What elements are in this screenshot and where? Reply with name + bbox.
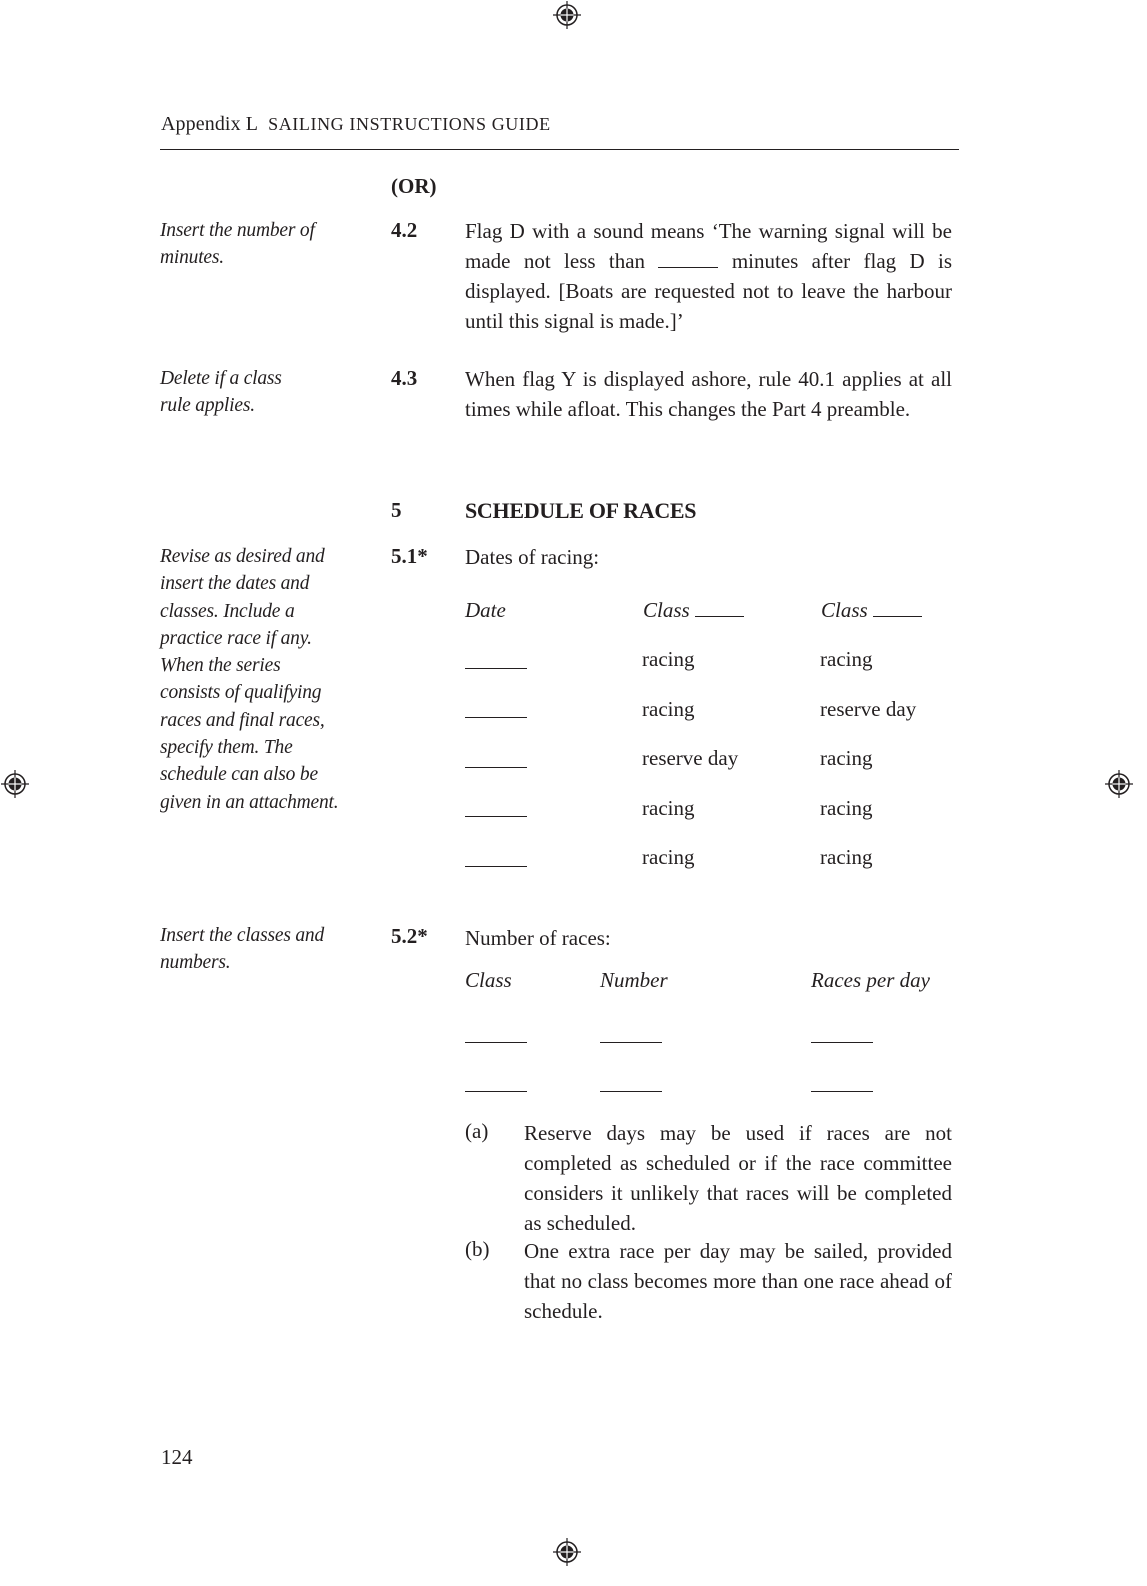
- minutes-blank: [658, 267, 718, 268]
- guide-title: SAILING INSTRUCTIONS GUIDE: [268, 114, 551, 134]
- dates-table-header-class-2: Class: [821, 598, 922, 623]
- races-row-1-class-blank: [465, 1042, 527, 1043]
- margin-note-5-2: Insert the classes and numbers.: [160, 925, 325, 974]
- clause-number-4-3: 4.3: [391, 366, 418, 390]
- races-row-1-per-day-blank: [811, 1042, 873, 1043]
- list-text-b: One extra race per day may be sailed, provided that no class becomes more than one race ahead of schedule.: [524, 1239, 952, 1323]
- section-title-schedule: SCHEDULE OF RACES: [465, 498, 697, 523]
- registration-mark-bottom-icon: [552, 1537, 582, 1567]
- list-label-a: (a): [465, 1119, 489, 1143]
- row-3-class-1: reserve day: [642, 746, 739, 770]
- class-2-blank: [873, 616, 922, 617]
- row-1-class-2: racing: [820, 647, 873, 671]
- section-number-5: 5: [391, 498, 402, 522]
- date-blank-row-2: [465, 717, 527, 718]
- registration-mark-right-icon: [1104, 769, 1134, 799]
- row-4-class-2: racing: [820, 796, 873, 820]
- date-blank-row-1: [465, 668, 527, 669]
- page-number: 124: [161, 1445, 193, 1469]
- races-row-2-class-blank: [465, 1091, 527, 1092]
- list-label-b: (b): [465, 1237, 490, 1261]
- races-row-2-per-day-blank: [811, 1091, 873, 1092]
- row-5-class-1: racing: [642, 845, 695, 869]
- header-rule: [160, 149, 959, 150]
- clause-intro-5-2: Number of races:: [465, 926, 611, 950]
- dates-table-header-class-1: Class: [643, 598, 744, 623]
- races-table-header-class: Class: [465, 968, 512, 992]
- races-table-header-races-per-day: Races per day: [811, 968, 930, 992]
- row-1-class-1: racing: [642, 647, 695, 671]
- races-row-1-number-blank: [600, 1042, 662, 1043]
- clause-number-4-2: 4.2: [391, 218, 418, 242]
- clause-text-4-3: When flag Y is displayed ashore, rule 40.1 applies at all times while afloat. This changes the Part 4 preamble.: [465, 367, 952, 421]
- margin-note-4-3: Delete if a class rule applies.: [160, 368, 282, 417]
- running-head: [161, 113, 551, 136]
- list-text-a: Reserve days may be used if races are not completed as scheduled or if the race committee considers it unlikely that races will be completed as scheduled.: [524, 1121, 952, 1235]
- clause-number-5-2: 5.2*: [391, 924, 428, 948]
- races-row-2-number-blank: [600, 1091, 662, 1092]
- dates-table-header-date: Date: [465, 598, 506, 622]
- class-1-blank: [695, 616, 744, 617]
- or-label: (OR): [391, 174, 437, 198]
- row-3-class-2: racing: [820, 746, 873, 770]
- clause-intro-5-1: Dates of racing:: [465, 545, 600, 569]
- date-blank-row-5: [465, 866, 527, 867]
- registration-mark-left-icon: [0, 769, 30, 799]
- races-table-header-number: Number: [600, 968, 668, 992]
- date-blank-row-4: [465, 816, 527, 817]
- clause-number-5-1: 5.1*: [391, 544, 428, 568]
- registration-mark-top-icon: [552, 0, 582, 30]
- date-blank-row-3: [465, 767, 527, 768]
- row-2-class-1: racing: [642, 697, 695, 721]
- row-4-class-1: racing: [642, 796, 695, 820]
- margin-note-5-1: Revise as desired and insert the dates and classes. Include a practice race if any. When the series consists of qualifying races and final races, specify them. The schedule can also be given in an attachment.: [160, 546, 339, 813]
- appendix-label: Appendix L: [161, 113, 259, 135]
- clause-text-4-2: Flag D with a sound means ‘The warning signal will be made not less than minutes after flag D is displayed. [Boats are requested not to leave the harbour until this signal is made.]’: [465, 219, 953, 333]
- row-5-class-2: racing: [820, 845, 873, 869]
- margin-note-4-2: Insert the number of minutes.: [160, 220, 315, 269]
- row-2-class-2: reserve day: [820, 697, 917, 721]
